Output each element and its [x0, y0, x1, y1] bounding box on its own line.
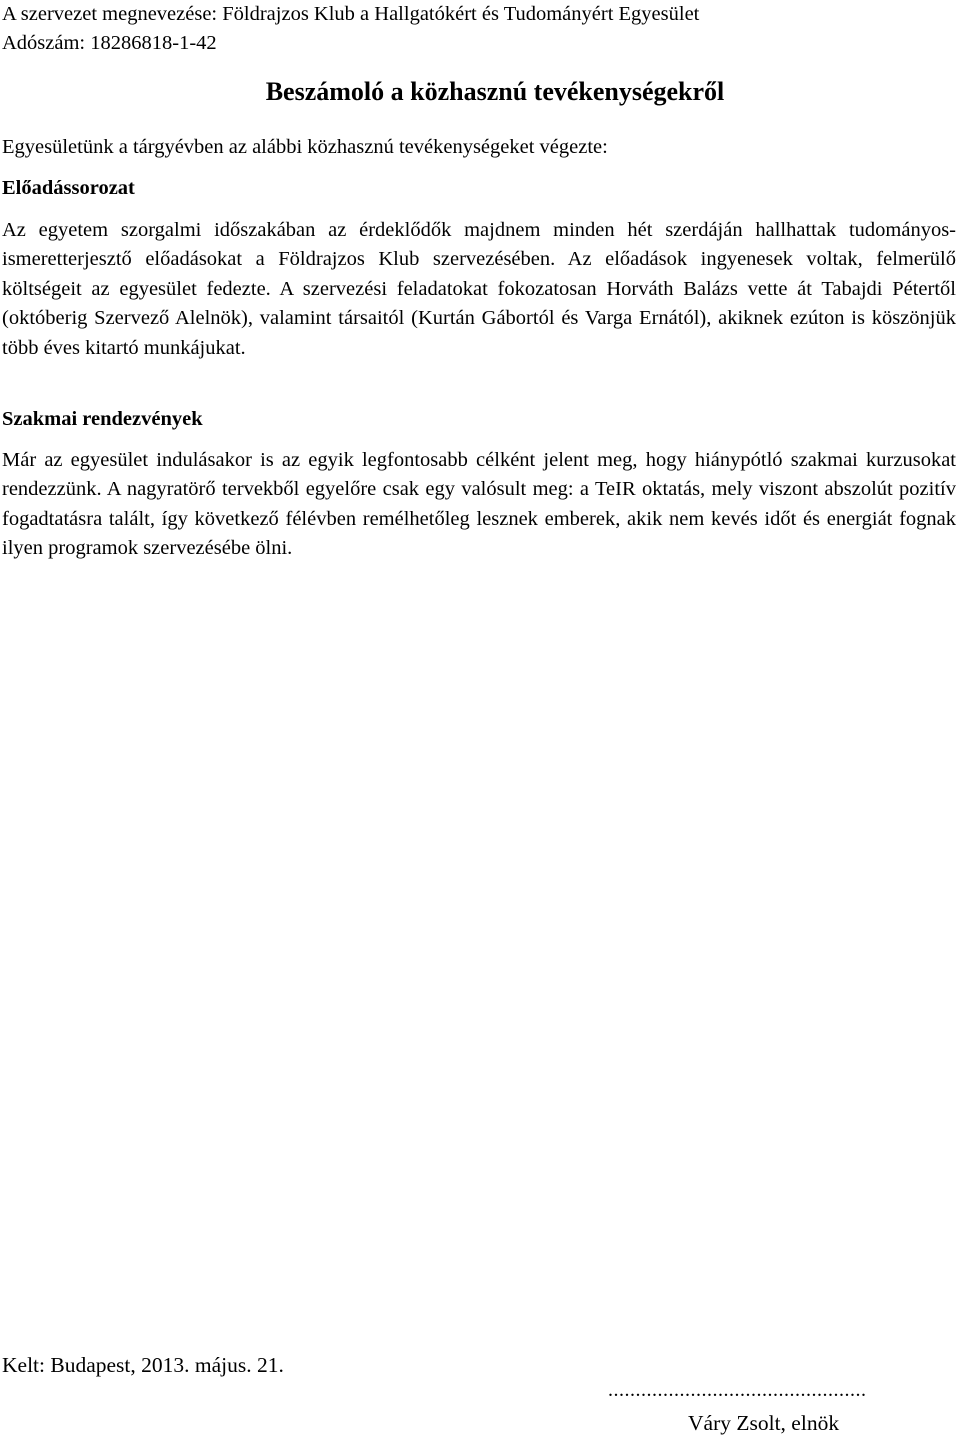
- signatory-name: Váry Zsolt, elnök: [688, 1411, 840, 1435]
- date-line: Kelt: Budapest, 2013. május. 21.: [2, 1353, 284, 1377]
- organization-name-line: A szervezet megnevezése: Földrajzos Klub a Hallgatókért és Tudományért Egyesület: [2, 3, 700, 25]
- document-title: Beszámoló a közhasznú tevékenységekről: [265, 77, 725, 106]
- section-body-professional-events: Már az egyesület indulásakor is az egyik legfontosabb célként jelent meg, hogy hiánypótló szakmai kurzusokat rendezzünk. A nagyratörő tervekből egyelőre csak egy valósult meg: a TeIR oktatás, mely viszont abszolút pozitív fogadtatásra talált, így következő félévben remélhetőleg lesznek emberek, akik nem kevés időt és energiát fognak ilyen programok szervezésébe ölni.: [2, 449, 956, 560]
- section-body-lecture-series: Az egyetem szorgalmi időszakában az érdeklődők majdnem minden hét szerdáján hallhattak tudományos-ismeretterjesztő előadásokat a Földrajzos Klub szervezésében. Az előadások ingyenesek voltak, felmerülő költségeit az egyesület fedezte. A szervezési feladatokat fokozatosan Horváth Balázs vette át Tabajdi Pétertől (októberig Szervező Alelnök), valamint társaitól (Kurtán Gábortól és Varga Ernától), akiknek ezúton is köszönjük több éves kitartó munkájukat.: [2, 219, 956, 359]
- intro-text: Egyesületünk a tárgyévben az alábbi közhasznú tevékenységeket végezte:: [2, 136, 608, 158]
- signature-line: ...............................................: [608, 1379, 867, 1401]
- section-heading-professional-events: Szakmai rendezvények: [2, 408, 203, 430]
- tax-id-line: Adószám: 18286818-1-42: [2, 32, 217, 54]
- section-heading-lecture-series: Előadássorozat: [2, 177, 135, 199]
